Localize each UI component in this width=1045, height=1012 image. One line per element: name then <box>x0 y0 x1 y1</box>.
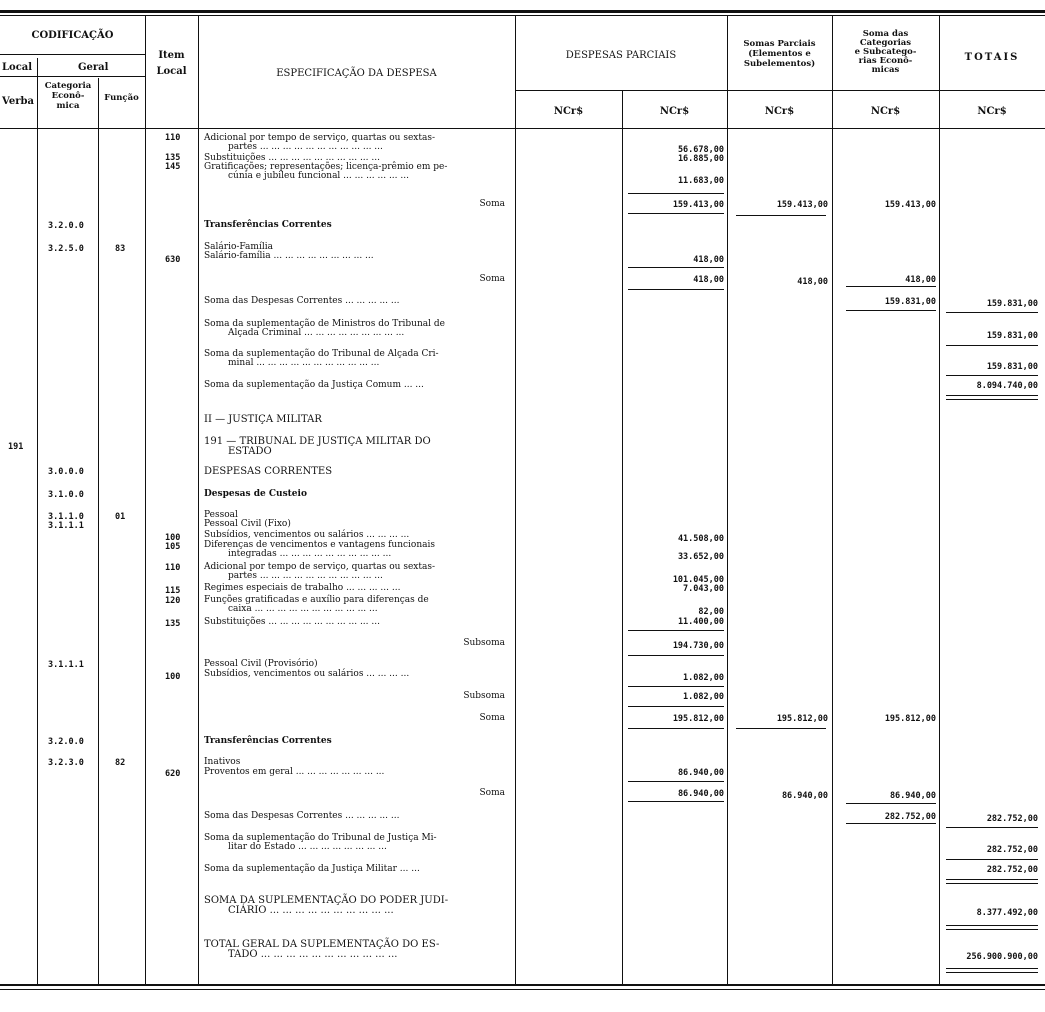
hdr-line-cod2 <box>0 76 145 77</box>
hdr-ncr-2: NCr$ <box>659 106 690 117</box>
subsoma-label: Subsoma <box>463 691 505 701</box>
value-soma-parcial: 159.413,00 <box>776 200 828 210</box>
value-parcial: 194.730,00 <box>672 641 724 651</box>
row-desc: Subsídios, vencimentos ou salários ... ... ... ... <box>204 530 410 540</box>
col-sep-7 <box>727 16 728 984</box>
sum-line <box>628 213 724 214</box>
item-code: 135 <box>165 153 181 163</box>
hdr-local: Local <box>2 62 33 73</box>
value-parcial: 159.413,00 <box>672 200 724 210</box>
value-parcial: 418,00 <box>693 275 724 285</box>
row-desc: Soma da suplementação de Ministros do Tribunal de <box>204 319 445 329</box>
hdr-soma-cat-3: e Subcatego- <box>854 47 917 57</box>
col-sep-5 <box>515 16 516 984</box>
hdr-mica: mica <box>56 101 80 111</box>
row-desc: Pessoal Civil (Fixo) <box>204 519 291 529</box>
item-code: 135 <box>165 619 181 629</box>
hdr-item: Item <box>158 50 185 61</box>
sum-line <box>946 972 1038 973</box>
col-sep-4 <box>198 16 199 984</box>
row-desc: Adicional por tempo de serviço, quartas ou sextas- <box>204 133 436 143</box>
top-rule-thin <box>0 15 1045 16</box>
sum-line <box>628 630 724 631</box>
hdr-soma-cat-5: micas <box>871 65 900 75</box>
hdr-ncr-5: NCr$ <box>977 106 1007 117</box>
value-total: 256.900.900,00 <box>966 952 1038 962</box>
col-sep-2 <box>98 78 99 984</box>
sum-line <box>628 193 724 194</box>
row-desc: ESTADO <box>228 446 272 457</box>
row-desc: TOTAL GERAL DA SUPLEMENTAÇÃO DO ES- <box>204 939 440 950</box>
value-total: 282.752,00 <box>986 845 1038 855</box>
hdr-somas-parciais-1: Somas Parciais <box>743 39 816 49</box>
row-desc: Despesas de Custeio <box>204 489 307 499</box>
row-desc: Salário-Família <box>204 242 273 252</box>
value-parcial: 33.652,00 <box>677 552 724 562</box>
section-title: II — JUSTIÇA MILITAR <box>204 414 322 425</box>
value-soma-categoria: 418,00 <box>905 275 936 285</box>
hdr-line-desp <box>515 90 1045 91</box>
bottom-rule <box>0 984 1045 986</box>
sum-line <box>628 686 724 687</box>
col-sep-6 <box>622 90 623 984</box>
value-soma-parcial: 195.812,00 <box>776 714 828 724</box>
row-desc: minal ... ... ... ... ... ... ... ... ... ... ... <box>228 358 380 368</box>
value-total: 282.752,00 <box>986 865 1038 875</box>
categoria-code: 3.2.5.0 <box>48 244 84 254</box>
item-code: 110 <box>165 133 181 143</box>
col-sep-8 <box>832 16 833 984</box>
value-parcial: 7.043,00 <box>683 584 724 594</box>
row-desc: litar do Estado ... ... ... ... ... ... ... ... <box>228 842 387 852</box>
hdr-despesas-parciais: DESPESAS PARCIAIS <box>565 50 677 61</box>
value-parcial: 418,00 <box>693 255 724 265</box>
sum-line <box>946 929 1038 930</box>
value-soma-categoria: 282.752,00 <box>884 812 936 822</box>
item-code: 110 <box>165 563 181 573</box>
value-parcial: 195.812,00 <box>672 714 724 724</box>
value-total: 8.377.492,00 <box>976 908 1038 918</box>
hdr-somas-parciais-2: (Elementos e <box>748 49 811 59</box>
sum-line <box>846 823 936 824</box>
row-desc: Subsídios, vencimentos ou salários ... ... ... ... <box>204 669 410 679</box>
hdr-totais: TOTAIS <box>964 52 1020 63</box>
hdr-item-local: Local <box>156 66 187 77</box>
sum-line <box>946 399 1038 400</box>
sum-line <box>946 879 1038 880</box>
hdr-ncr-1: NCr$ <box>553 106 584 117</box>
item-code: 120 <box>165 596 181 606</box>
categoria-code: 3.2.3.0 <box>48 758 84 768</box>
row-desc: Transferências Correntes <box>204 736 332 746</box>
value-soma-parcial: 86.940,00 <box>781 791 828 801</box>
row-desc: Soma das Despesas Correntes ... ... ... ... ... <box>204 811 400 821</box>
hdr-ncr-3: NCr$ <box>764 106 795 117</box>
value-total: 159.831,00 <box>986 299 1038 309</box>
row-desc: Soma da suplementação do Tribunal de Alçada Cri- <box>204 349 439 359</box>
sum-line <box>946 312 1038 313</box>
top-rule <box>0 10 1045 13</box>
hdr-especificacao: ESPECIFICAÇÃO DA DESPESA <box>276 68 437 79</box>
value-total: 159.831,00 <box>986 331 1038 341</box>
sum-line <box>846 286 936 287</box>
soma-label: Soma <box>479 713 505 723</box>
row-desc: Diferenças de vencimentos e vantagens funcionais <box>204 540 436 550</box>
row-desc: Alçada Criminal ... ... ... ... ... ... ... ... ... <box>228 328 405 338</box>
bottom-rule-thin <box>0 989 1045 990</box>
value-parcial: 86.940,00 <box>677 768 724 778</box>
value-parcial: 82,00 <box>698 607 724 617</box>
value-soma-parcial: 418,00 <box>797 277 828 287</box>
item-code: 115 <box>165 586 181 596</box>
item-code: 105 <box>165 542 181 552</box>
categoria-code: 3.1.1.1 <box>48 521 84 531</box>
hdr-ncr-4: NCr$ <box>870 106 901 117</box>
col-sep-9 <box>939 16 940 984</box>
row-desc: Transferências Correntes <box>204 220 332 230</box>
sum-line <box>946 925 1038 926</box>
sum-line <box>736 215 826 216</box>
value-parcial: 1.082,00 <box>683 692 724 702</box>
funcao-code: 83 <box>115 244 126 254</box>
row-desc: partes ... ... ... ... ... ... ... ... ... ... ... <box>228 571 383 581</box>
hdr-soma-cat-1: Soma das <box>862 29 909 39</box>
sum-line <box>946 968 1038 969</box>
row-desc: DESPESAS CORRENTES <box>204 466 333 477</box>
hdr-codificacao: CODIFICAÇÃO <box>31 30 114 41</box>
value-soma-categoria: 159.831,00 <box>884 297 936 307</box>
row-desc: Soma das Despesas Correntes ... ... ... ... ... <box>204 296 400 306</box>
hdr-soma-cat-4: rias Econô- <box>858 56 913 66</box>
hdr-soma-cat-2: Categorias <box>859 38 912 48</box>
sum-line <box>628 267 724 268</box>
sum-line <box>628 728 724 729</box>
sum-line <box>628 289 724 290</box>
row-desc: CIÁRIO ... ... ... ... ... ... ... ... ... ... <box>228 905 394 916</box>
row-desc: Substituições ... ... ... ... ... ... ... ... ... ... <box>204 617 380 627</box>
item-code: 100 <box>165 672 181 682</box>
value-parcial: 11.683,00 <box>677 176 724 186</box>
sum-line <box>946 395 1038 396</box>
categoria-code: 3.1.1.0 <box>48 512 84 522</box>
value-parcial: 41.508,00 <box>677 534 724 544</box>
row-desc: Soma da suplementação da Justiça Militar ... ... <box>204 864 420 874</box>
row-desc: Salário-família ... ... ... ... ... ... ... ... ... <box>204 251 374 261</box>
sum-line <box>946 827 1038 828</box>
soma-label: Soma <box>479 274 505 284</box>
categoria-code: 3.0.0.0 <box>48 467 84 477</box>
subsoma-label: Subsoma <box>463 638 505 648</box>
sum-line <box>628 801 724 802</box>
sum-line <box>846 803 936 804</box>
sum-line <box>628 706 724 707</box>
item-code: 630 <box>165 255 181 265</box>
row-desc: Regimes especiais de trabalho ... ... ... ... ... <box>204 583 401 593</box>
col-sep-1 <box>37 58 38 984</box>
row-desc: Soma da suplementação da Justiça Comum ... ... <box>204 380 424 390</box>
value-soma-categoria: 86.940,00 <box>889 791 936 801</box>
row-desc: Pessoal <box>204 510 238 520</box>
verba-code: 191 <box>8 442 24 452</box>
value-soma-categoria: 195.812,00 <box>884 714 936 724</box>
categoria-code: 3.1.1.1 <box>48 660 84 670</box>
value-soma-categoria: 159.413,00 <box>884 200 936 210</box>
row-desc: Substituições ... ... ... ... ... ... ... ... ... ... <box>204 153 380 163</box>
value-total: 282.752,00 <box>986 814 1038 824</box>
value-parcial: 86.940,00 <box>677 789 724 799</box>
value-parcial: 1.082,00 <box>683 673 724 683</box>
row-desc: Proventos em geral ... ... ... ... ... ... ... ... <box>204 767 385 777</box>
hdr-verba: Verba <box>2 96 34 107</box>
sum-line <box>946 883 1038 884</box>
value-parcial: 16.885,00 <box>677 154 724 164</box>
row-desc: Gratificações; representações; licença-prêmio em pe- <box>204 162 448 172</box>
funcao-code: 01 <box>115 512 126 522</box>
item-code: 620 <box>165 769 181 779</box>
row-desc: cúnia e jubileu funcional ... ... ... ... ... ... <box>228 171 409 181</box>
row-desc: Adicional por tempo de serviço, quartas ou sextas- <box>204 562 436 572</box>
soma-label: Soma <box>479 199 505 209</box>
categoria-code: 3.2.0.0 <box>48 221 84 231</box>
value-parcial: 11.400,00 <box>677 617 724 627</box>
row-desc: caixa ... ... ... ... ... ... ... ... ... ... ... <box>228 604 378 614</box>
value-total: 159.831,00 <box>986 362 1038 372</box>
row-desc: Funções gratificadas e auxílio para diferenças de <box>204 595 429 605</box>
value-parcial: 101.045,00 <box>672 575 724 585</box>
hdr-funcao: Função <box>104 93 139 103</box>
hdr-economica: Econô- <box>51 91 85 101</box>
sum-line <box>946 375 1038 376</box>
hdr-line-cod <box>0 54 145 55</box>
categoria-code: 3.1.0.0 <box>48 490 84 500</box>
value-total: 8.094.740,00 <box>976 381 1038 391</box>
row-desc: 191 — TRIBUNAL DE JUSTIÇA MILITAR DO <box>204 436 431 447</box>
row-desc: Inativos <box>204 757 241 767</box>
sum-line <box>736 728 826 729</box>
row-desc: Soma da suplementação do Tribunal de Justiça Mi- <box>204 833 437 843</box>
hdr-geral: Geral <box>78 62 109 73</box>
row-desc: partes ... ... ... ... ... ... ... ... ... ... ... <box>228 142 383 152</box>
sum-line <box>628 781 724 782</box>
sum-line <box>846 310 936 311</box>
row-desc: SOMA DA SUPLEMENTAÇÃO DO PODER JUDI- <box>204 895 449 906</box>
row-desc: Pessoal Civil (Provisório) <box>204 659 318 669</box>
categoria-code: 3.2.0.0 <box>48 737 84 747</box>
item-code: 100 <box>165 533 181 543</box>
funcao-code: 82 <box>115 758 126 768</box>
soma-label: Soma <box>479 788 505 798</box>
header-bottom-rule <box>0 128 1045 129</box>
col-sep-3 <box>145 16 146 984</box>
sum-line <box>628 655 724 656</box>
row-desc: integradas ... ... ... ... ... ... ... ... ... ... <box>228 549 392 559</box>
sum-line <box>946 859 1038 860</box>
row-desc: TADO ... ... ... ... ... ... ... ... ... ... ... <box>228 949 398 960</box>
sum-line <box>946 345 1038 346</box>
hdr-categoria: Categoria <box>44 81 92 91</box>
item-code: 145 <box>165 162 181 172</box>
value-parcial: 56.678,00 <box>677 145 724 155</box>
hdr-somas-parciais-3: Subelementos) <box>743 59 816 69</box>
